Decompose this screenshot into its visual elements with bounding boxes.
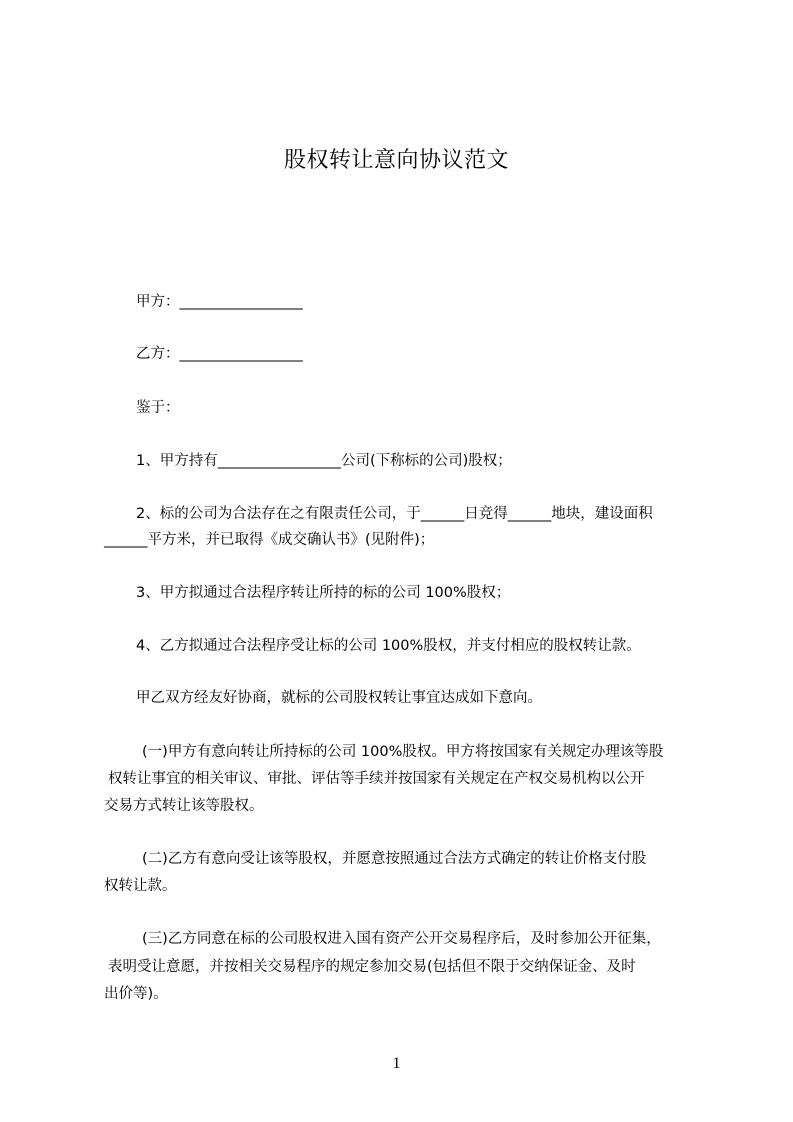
clause-1-line-1: (一)甲方有意向转让所持标的公司 100%股权。甲方将按国家有关规定办理该等股 (142, 744, 664, 760)
clause-2-line-2: 权转让款。 (104, 878, 177, 894)
recital-2-line-1: 2、标的公司为合法存在之有限责任公司，于______日竞得______地块，建设面积 (136, 506, 653, 522)
recital-4: 4、乙方拟通过合法程序受让标的公司 100%股权，并支付相应的股权转让款。 (136, 638, 641, 654)
party-b-line: 乙方：_________________ (136, 346, 303, 362)
whereas-heading: 鉴于： (136, 400, 180, 416)
clause-3-line-3: 出价等)。 (104, 986, 168, 1002)
clause-3-line-2: 表明受让意愿，并按相关交易程序的规定参加交易(包括但不限于交纳保证金、及时 (108, 959, 636, 975)
document-title: 股权转让意向协议范文 (283, 148, 509, 173)
clause-2-line-1: (二)乙方有意向受让该等股权，并愿意按照通过合法方式确定的转让价格支付股 (142, 851, 647, 867)
party-a-line: 甲方：_________________ (136, 294, 303, 310)
recital-2-line-2: ______平方米，并已取得《成交确认书》(见附件)； (104, 532, 435, 548)
clause-1-line-3: 交易方式转让该等股权。 (104, 798, 264, 814)
clause-1-line-2: 权转让事宜的相关审议、审批、评估等手续并按国家有关规定在产权交易机构以公开 (108, 771, 645, 787)
recital-3: 3、甲方拟通过合法程序转让所持的标的公司 100%股权； (136, 585, 511, 601)
recital-1: 1、甲方持有_________________公司(下称标的公司)股权； (136, 453, 512, 469)
page-number: 1 (392, 1055, 401, 1072)
clause-3-line-1: (三)乙方同意在标的公司股权进入国有资产公开交易程序后，及时参加公开征集， (142, 931, 661, 947)
preamble: 甲乙双方经友好协商，就标的公司股权转让事宜达成如下意向。 (136, 690, 542, 706)
